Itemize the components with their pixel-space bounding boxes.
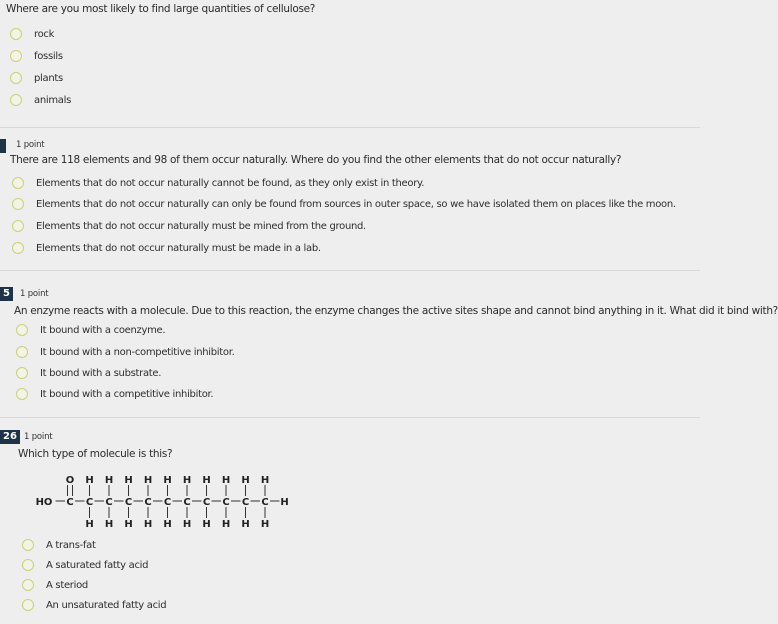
option-label: Elements that do not occur naturally must be made in a lab. <box>36 242 321 254</box>
option-c[interactable] <box>22 575 88 595</box>
bottom-atom-label: H <box>241 519 250 530</box>
carbon-atom-label: C <box>66 497 74 508</box>
option-c[interactable] <box>16 363 161 383</box>
bottom-atom-label: H <box>85 519 94 530</box>
option-label: fossils <box>34 50 63 62</box>
option-d[interactable] <box>22 595 166 615</box>
carbon-atom-label: C <box>222 497 230 508</box>
question-number-badge: 5 <box>0 287 13 301</box>
radio-button[interactable] <box>10 72 22 84</box>
bottom-atom-label: H <box>104 519 114 530</box>
radio-button[interactable] <box>16 388 28 400</box>
carbon-atom-label: C <box>105 497 113 508</box>
option-b[interactable] <box>12 194 676 214</box>
radio-button[interactable] <box>16 367 28 379</box>
option-label: Elements that do not occur naturally can only be found from sources in outer space, so we have isolated them on places like the moon. <box>36 198 676 210</box>
bottom-atom-label: H <box>182 519 192 530</box>
radio-button[interactable] <box>12 220 24 232</box>
radio-button[interactable] <box>12 242 24 254</box>
carbon-atom-label: C <box>85 497 94 508</box>
bottom-atom-label: H <box>143 519 153 530</box>
option-label: animals <box>34 94 72 106</box>
bottom-atom-label: H <box>163 519 172 530</box>
option-label: An unsaturated fatty acid <box>46 599 167 611</box>
points-label: 1 point <box>24 432 53 442</box>
radio-button[interactable] <box>12 177 24 189</box>
option-fossils[interactable] <box>10 46 63 66</box>
option-c[interactable] <box>12 216 366 236</box>
bottom-atom-label: H <box>202 519 211 530</box>
carbon-atom-label: C <box>163 497 172 508</box>
option-label: A trans-fat <box>46 539 96 551</box>
option-label: It bound with a substrate. <box>40 367 162 379</box>
carbon-atom-label: C <box>241 497 250 508</box>
fatty-acid-structure-diagram <box>18 470 298 530</box>
top-atom-label: H <box>241 475 250 486</box>
option-a[interactable] <box>16 320 165 340</box>
bottom-atom-label: H <box>260 519 270 530</box>
option-label: A steriod <box>46 579 88 591</box>
option-label: A saturated fatty acid <box>46 559 149 571</box>
radio-button[interactable] <box>12 198 24 210</box>
option-d[interactable] <box>16 384 213 404</box>
carbon-atom-label: C <box>183 497 191 508</box>
points-label: 1 point <box>16 140 45 150</box>
top-atom-label: H <box>85 475 94 486</box>
radio-button[interactable] <box>22 559 34 571</box>
option-label: It bound with a competitive inhibitor. <box>40 388 214 400</box>
option-label: plants <box>34 72 63 84</box>
carbon-atom-label: C <box>261 497 269 508</box>
option-animals[interactable] <box>10 90 71 110</box>
option-a[interactable] <box>12 173 424 193</box>
radio-button[interactable] <box>10 94 22 106</box>
option-label: rock <box>34 28 55 40</box>
option-label: It bound with a coenzyme. <box>40 324 166 336</box>
hydroxyl-group-label: HO <box>35 497 53 508</box>
radio-button[interactable] <box>16 346 28 358</box>
question-number-badge <box>0 139 6 153</box>
question-number-badge: 26 <box>0 430 20 444</box>
option-a[interactable] <box>22 535 96 555</box>
option-b[interactable] <box>22 555 148 575</box>
option-b[interactable] <box>16 342 235 362</box>
question-1-text: Where are you most likely to find large quantities of cellulose? <box>6 3 316 15</box>
top-atom-label: H <box>182 475 192 486</box>
top-atom-label: H <box>163 475 172 486</box>
radio-button[interactable] <box>16 324 28 336</box>
option-label: It bound with a non-competitive inhibitor. <box>40 346 235 358</box>
top-atom-label: O <box>65 475 75 486</box>
carbon-atom-label: C <box>124 497 133 508</box>
option-d[interactable] <box>12 238 321 258</box>
bottom-atom-label: H <box>124 519 133 530</box>
question-2-text: There are 118 elements and 98 of them occur naturally. Where do you find the other elements that do not occur naturally? <box>10 154 622 166</box>
option-rock[interactable] <box>10 24 54 44</box>
top-atom-label: H <box>104 475 114 486</box>
option-plants[interactable] <box>10 68 63 88</box>
top-atom-label: H <box>143 475 153 486</box>
radio-button[interactable] <box>22 579 34 591</box>
question-4-text: Which type of molecule is this? <box>18 448 173 460</box>
divider <box>0 270 700 271</box>
carbon-atom-label: C <box>202 497 211 508</box>
points-label: 1 point <box>20 289 49 299</box>
top-atom-label: H <box>260 475 270 486</box>
option-label: Elements that do not occur naturally cannot be found, as they only exist in theory. <box>36 177 425 189</box>
radio-button[interactable] <box>22 539 34 551</box>
question-3-text: An enzyme reacts with a molecule. Due to this reaction, the enzyme changes the active sites shape and cannot bind anything in it. What did it bind with? <box>14 305 778 317</box>
option-label: Elements that do not occur naturally must be mined from the ground. <box>36 220 366 232</box>
carbon-atom-label: C <box>144 497 152 508</box>
divider <box>0 127 700 128</box>
radio-button[interactable] <box>10 50 22 62</box>
top-atom-label: H <box>202 475 211 486</box>
top-atom-label: H <box>124 475 133 486</box>
top-atom-label: H <box>221 475 231 486</box>
bottom-atom-label: H <box>221 519 231 530</box>
radio-button[interactable] <box>10 28 22 40</box>
terminal-hydrogen-label: H <box>280 497 289 508</box>
divider <box>0 417 700 418</box>
radio-button[interactable] <box>22 599 34 611</box>
